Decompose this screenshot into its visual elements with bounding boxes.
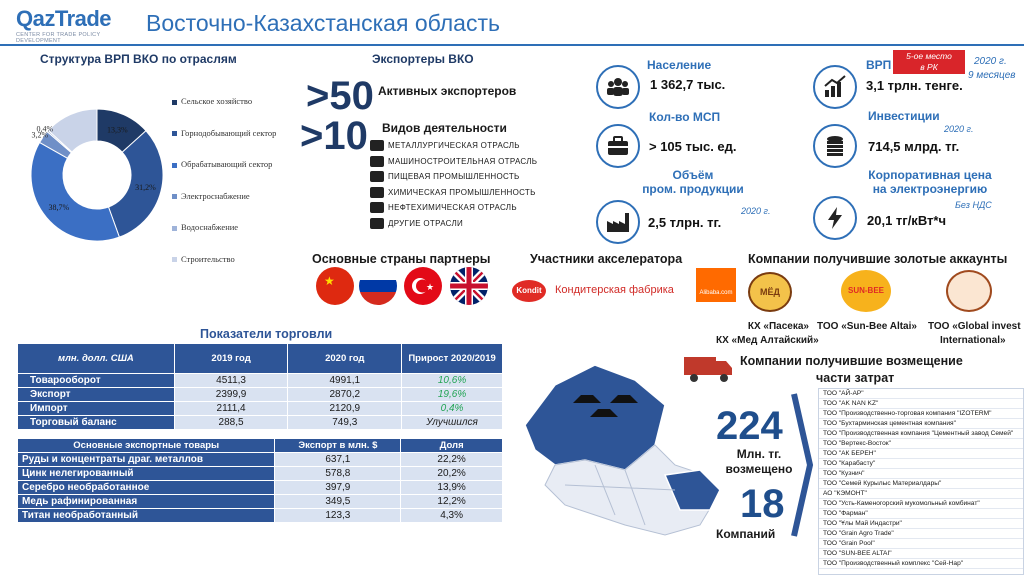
- industry-label: НЕФТЕХИМИЧЕСКАЯ ОТРАСЛЬ: [388, 203, 517, 213]
- exporters-title: Экспортеры ВКО: [372, 52, 474, 66]
- goods-value: 578,8: [275, 467, 401, 481]
- industry-icon: [370, 171, 384, 182]
- med-altai-name: КХ «Мед Алтайский»: [716, 335, 819, 346]
- legend-label: Сельское хозяйство: [181, 96, 253, 106]
- trade-row-name: Товарооборот: [18, 374, 175, 388]
- chart-growth-icon: [813, 65, 857, 109]
- legend-item: [172, 254, 312, 286]
- goods-header-share: Доля: [401, 439, 503, 453]
- goods-share: 22,2%: [401, 453, 503, 467]
- legend-swatch: [172, 131, 177, 136]
- grp-rank-line2: в РК: [920, 62, 938, 72]
- factory-icon: [596, 200, 640, 244]
- trade-row-name: Торговый баланс: [18, 416, 175, 430]
- gold-accounts-title: Компании получившие золотые аккаунты: [748, 252, 1008, 266]
- qaztrade-logo: [16, 6, 136, 44]
- goods-share: 13,9%: [401, 481, 503, 495]
- legend-item: [172, 191, 312, 223]
- legend-label: Электроснабжение: [181, 190, 250, 201]
- legend-item: [172, 96, 312, 128]
- trade-header-2019: 2019 год: [174, 344, 288, 374]
- global-invest-logo: [946, 270, 992, 312]
- compensation-amount: 224: [716, 404, 783, 448]
- svg-text:★: ★: [426, 282, 435, 292]
- electricity-note: Без НДС: [955, 200, 992, 210]
- compensation-companies-count: 18: [740, 482, 785, 526]
- population-value: 1 362,7 тыс.: [650, 77, 726, 92]
- goods-share: 20,2%: [401, 467, 503, 481]
- trade-cell-growth: 0,4%: [402, 402, 503, 416]
- legend-swatch: [172, 100, 177, 105]
- compensation-title-line1: Компании получившие возмещение: [740, 354, 963, 368]
- active-exporters-label: Активных экспортеров: [378, 84, 517, 98]
- list-item: ТОО "Ұлы Май Индастри": [819, 519, 1023, 529]
- logo-text: QazTrade: [16, 6, 112, 31]
- table-row: [18, 374, 503, 388]
- goods-header-name: Основные экспортные товары: [18, 439, 275, 453]
- legend-label: Строительство: [181, 253, 235, 264]
- goods-share: 4,3%: [401, 509, 503, 523]
- uk-flag-icon: [450, 267, 488, 305]
- legend-label: Обрабатывающий сектор: [181, 159, 273, 169]
- china-flag-icon: [316, 267, 354, 305]
- sun-bee-name: ТОО «Sun-Bee Altai»: [817, 321, 917, 332]
- gdp-structure-title: Структура ВРП ВКО по отраслям: [40, 52, 237, 66]
- briefcase-icon: [596, 124, 640, 168]
- kondit-logo: Kondit: [512, 280, 546, 302]
- donut-data-label: 3,2%: [31, 130, 49, 140]
- industrial-value: 2,5 тлрн. тг.: [648, 215, 722, 230]
- grp-rank-line1: 5-ое место: [906, 51, 952, 61]
- list-item: ТОО "Grain Pool": [819, 539, 1023, 549]
- industry-label: ПИЩЕВАЯ ПРОМЫШЛЕННОСТЬ: [388, 172, 520, 182]
- legend-swatch: [172, 163, 177, 168]
- truck-icon: [682, 355, 734, 383]
- electricity-label-line2: на электроэнергию: [872, 182, 988, 196]
- industry-icon: [370, 156, 384, 167]
- honey-logo: МЁД: [748, 272, 792, 312]
- trade-row-name: Экспорт: [18, 388, 175, 402]
- trade-title: Показатели торговли: [200, 327, 333, 341]
- goods-name: Титан необработанный: [18, 509, 275, 523]
- goods-value: 637,1: [275, 453, 401, 467]
- activity-types-label: Видов деятельности: [382, 121, 507, 135]
- list-item: ТОО "АК БЕРЕН": [819, 449, 1023, 459]
- list-item: ТОО "Grain Agro Trade": [819, 529, 1023, 539]
- table-row: [18, 467, 503, 481]
- industry-item: [370, 185, 537, 201]
- investments-note: 2020 г.: [944, 124, 974, 134]
- list-item: ТОО "Бухтарминская цементная компания": [819, 419, 1023, 429]
- list-item: АО "КЭМОНТ": [819, 489, 1023, 499]
- grp-note-year: 2020 г.: [974, 56, 1007, 67]
- list-item: ТОО "Усть-Каменогорский мукомольный комбинат": [819, 499, 1023, 509]
- trade-cell-2019: 2111,4: [174, 402, 288, 416]
- trade-cell-2019: 4511,3: [174, 374, 288, 388]
- gdp-donut-chart: [12, 90, 182, 260]
- trade-cell-2019: 288,5: [174, 416, 288, 430]
- trade-header-2020: 2020 год: [288, 344, 402, 374]
- industrial-label-line2: пром. продукции: [642, 182, 744, 196]
- table-row: [18, 453, 503, 467]
- turkey-flag-icon: [404, 267, 442, 305]
- industry-item: [370, 216, 537, 232]
- donut-data-label: 13,3%: [106, 125, 128, 135]
- goods-value: 123,3: [275, 509, 401, 523]
- trade-cell-2020: 749,3: [288, 416, 402, 430]
- chevron-right-icon: [790, 390, 816, 540]
- industry-item: [370, 200, 537, 216]
- list-item: ТОО "АЙ-АР": [819, 389, 1023, 399]
- industry-item: [370, 154, 537, 170]
- page-title: Восточно-Казахстанская область: [146, 10, 500, 36]
- goods-name: Медь рафинированная: [18, 495, 275, 509]
- goods-name: Цинк нелегированный: [18, 467, 275, 481]
- gdp-legend: [172, 96, 312, 285]
- trade-table: [17, 343, 503, 430]
- table-row: [18, 402, 503, 416]
- legend-label: Водоснабжение: [181, 222, 239, 232]
- lightning-icon: [813, 196, 857, 240]
- donut-data-label: 38,7%: [48, 203, 70, 213]
- export-goods-table: [17, 438, 503, 523]
- trade-cell-2020: 2870,2: [288, 388, 402, 402]
- confectionery-label: Кондитерская фабрика: [555, 284, 674, 296]
- trade-cell-growth: Улучшился: [402, 416, 503, 430]
- grp-label: ВРП: [866, 58, 892, 72]
- legend-item: [172, 128, 312, 160]
- russia-flag-icon: [359, 267, 397, 305]
- industry-icon: [370, 218, 384, 229]
- legend-swatch: [172, 257, 177, 262]
- population-icon: [596, 65, 640, 109]
- activity-types-count: >10: [300, 114, 368, 158]
- grp-rank-badge: [893, 50, 965, 74]
- industry-icon: [370, 140, 384, 151]
- compensation-title-line2: части затрат: [816, 371, 895, 385]
- legend-swatch: [172, 194, 177, 199]
- electricity-label-line1: Корпоративная цена: [868, 168, 992, 182]
- investments-value: 714,5 млрд. тг.: [868, 139, 960, 154]
- donut-data-label: 0,4%: [36, 124, 54, 134]
- region-map: [515, 355, 725, 545]
- coins-icon: [813, 124, 857, 168]
- trade-header-unit: млн. долл. США: [18, 344, 175, 374]
- legend-item: [172, 159, 312, 191]
- msp-value: > 105 тыс. ед.: [649, 139, 737, 154]
- legend-label: Горнодобывающий сектор: [181, 127, 277, 138]
- trade-cell-2020: 4991,1: [288, 374, 402, 388]
- compensation-companies-label: Компаний: [716, 527, 776, 541]
- list-item: ТОО "AK NAN KZ": [819, 399, 1023, 409]
- list-item: ТОО "Кузнич": [819, 469, 1023, 479]
- list-item: ТОО "Карабасту": [819, 459, 1023, 469]
- table-row: [18, 495, 503, 509]
- logo-subtitle: CENTER FOR TRADE POLICY DEVELOPMENT: [16, 32, 101, 44]
- industries-list: [370, 138, 537, 231]
- trade-cell-2019: 2399,9: [174, 388, 288, 402]
- industry-icon: [370, 202, 384, 213]
- list-item: ТОО "Семей Курылыс Материалдары": [819, 479, 1023, 489]
- list-item: ТОО "Производственно-торговая компания "IZOTERM": [819, 409, 1023, 419]
- sun-bee-logo: SUN-BEE: [841, 270, 891, 312]
- goods-name: Руды и концентраты драг. металлов: [18, 453, 275, 467]
- trade-cell-growth: 19,6%: [402, 388, 503, 402]
- industrial-note: 2020 г.: [741, 206, 771, 216]
- global-invest-name-line1: ТОО «Global invest: [928, 321, 1021, 332]
- industry-label: ХИМИЧЕСКАЯ ПРОМЫШЛЕННОСТЬ: [388, 187, 536, 197]
- electricity-value: 20,1 тг/кВт*ч: [867, 213, 947, 228]
- industry-label: ДРУГИЕ ОТРАСЛИ: [388, 218, 464, 228]
- legend-swatch: [172, 226, 177, 231]
- electricity-label: [850, 168, 1010, 196]
- active-exporters-count: >50: [306, 74, 374, 118]
- goods-share: 12,2%: [401, 495, 503, 509]
- industry-label: МЕТАЛЛУРГИЧЕСКАЯ ОТРАСЛЬ: [388, 141, 520, 151]
- trade-header-row: [18, 344, 503, 374]
- investments-label: Инвестиции: [868, 109, 940, 123]
- industry-label: МАШИНОСТРОИТЕЛЬНАЯ ОТРАСЛЬ: [388, 156, 538, 166]
- header-divider: [0, 44, 1024, 46]
- list-item: ТОО "Фарман": [819, 509, 1023, 519]
- goods-header-value: Экспорт в млн. $: [275, 439, 401, 453]
- trade-cell-growth: 10,6%: [402, 374, 503, 388]
- goods-name: Серебро необработанное: [18, 481, 275, 495]
- alibaba-logo: Alibaba.com: [696, 268, 736, 302]
- donut-data-label: 31,2%: [135, 183, 156, 193]
- donut-slice: [31, 142, 119, 241]
- paseka-name: КХ «Пасека»: [747, 321, 809, 332]
- industrial-label-line1: Объём: [672, 168, 714, 182]
- compensated-companies-list: [818, 388, 1024, 575]
- industry-icon: [370, 187, 384, 198]
- goods-value: 397,9: [275, 481, 401, 495]
- global-invest-name-line2: International»: [940, 335, 1006, 346]
- industrial-label: [628, 168, 758, 196]
- msp-label: Кол-во МСП: [649, 110, 721, 124]
- honey-companies: [735, 321, 809, 332]
- table-row: [18, 416, 503, 430]
- partners-title: Основные страны партнеры: [312, 252, 491, 266]
- trade-header-growth: Прирост 2020/2019: [402, 344, 503, 374]
- trade-row-name: Импорт: [18, 402, 175, 416]
- grp-value: 3,1 трлн. тенге.: [866, 78, 963, 93]
- goods-header-row: [18, 439, 503, 453]
- list-item: ТОО "Вертекс-Восток": [819, 439, 1023, 449]
- legend-item: [172, 222, 312, 254]
- industry-item: [370, 169, 537, 185]
- population-label: Население: [647, 58, 712, 72]
- accelerator-title: Участники акселератора: [530, 252, 683, 266]
- trade-cell-2020: 2120,9: [288, 402, 402, 416]
- list-item: ТОО "Производственный комплекс "Сей-Нар": [819, 559, 1023, 569]
- table-row: [18, 388, 503, 402]
- compensation-amount-label: [724, 447, 794, 477]
- goods-value: 349,5: [275, 495, 401, 509]
- list-item: ТОО "Производственная компания "Цементный завод Семей": [819, 429, 1023, 439]
- industry-item: [370, 138, 537, 154]
- amount-desc: возмещено: [725, 462, 793, 476]
- list-item: ТОО "SUN-BEE ALTAI": [819, 549, 1023, 559]
- table-row: [18, 509, 503, 523]
- table-row: [18, 481, 503, 495]
- amount-unit: Млн. тг.: [736, 447, 782, 461]
- grp-note-months: 9 месяцев: [968, 70, 1016, 81]
- svg-text:★: ★: [324, 274, 335, 288]
